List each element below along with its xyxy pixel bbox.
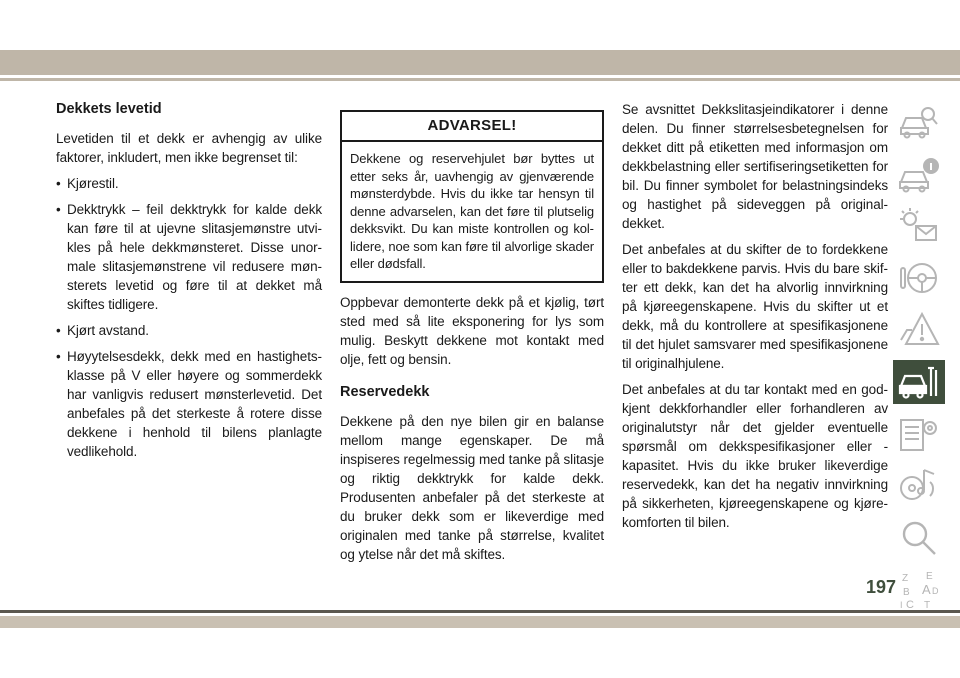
tab-car-info[interactable] [893, 152, 945, 196]
factor-list [56, 174, 322, 461]
tab-car-search[interactable] [893, 100, 945, 144]
tab-emergency[interactable] [893, 308, 945, 352]
tab-index[interactable] [893, 568, 945, 612]
steering-wheel-icon [898, 258, 940, 298]
list-item: • Kjørestil. [56, 174, 322, 193]
column-2 [340, 104, 604, 571]
tab-multimedia[interactable] [893, 464, 945, 508]
paragraph-intro: Levetiden til et dekk er avhengig av ulike faktorer, inkludert, men ikke begrenset til: [56, 131, 322, 165]
index-letter: D [932, 586, 939, 596]
footer-rule [0, 610, 960, 613]
paragraph-size: Se avsnittet Dekkslitasjeindikatorer i denne delen. Du finner størrelsesbetegnelsen for dekket ditt på etiketten med informasjon om dekkbelastning eller sertifiseringsetiketten for bil. Du finner symbolet for belastningsindeks og hastighet på sideveggen på originaldekket. [622, 102, 888, 231]
warning-text: Dekkene og reservehjulet bør byttes ut etter seks år, uavhengig av gjenværende mønsterdybde. Hvis du ikke tar hensyn til denne advarselen, kan det føre til plutselig dekksvikt. Du kan miste kontrollen og kollidere, noe som kan føre til alvorlige skader eller dødsfall. [350, 151, 594, 271]
paragraph-storage: Oppbevar demonterte dekk på et kjølig, tørt sted med så lite eksponering for lys som mulig. Beskytt dekkene mot kontakt med olje, fett og bensin. [340, 294, 604, 367]
index-letter: Z [902, 573, 909, 584]
car-info-icon [898, 154, 940, 194]
specs-gear-icon [898, 414, 940, 454]
warning-triangle-icon [898, 310, 940, 350]
warning-title: ADVARSEL! [342, 112, 602, 142]
footer-band [0, 616, 960, 628]
paragraph-spare: Dekkene på den nye bilen gir en balanse mellom mange egenskaper. De må inspiseres regelmessig med tanke på slitasje og riktig dekktrykk for kalde dekk. Produsenten anbefaler på det sterkeste at du bruker dekk som er likeverdige med originalen med tanke på størrelse, kvalitet og ytelse når det må skiftes. [340, 413, 604, 562]
tab-service-maintenance[interactable] [893, 360, 945, 404]
column-1 [56, 100, 322, 468]
paragraph-dealer: Det anbefales at du tar kontakt med en godkjent dekkforhandler eller forhandleren av originalutstyr når det gjelder eventuelle spørsmål om dekkspesifikasjoner eller -kapasitet. Hvis du ikke bruker likeverdige reservedekk, kan det ha negativ innvirkning på sikkerheten, kjøreegenskapene og kjørekomforten til bilen. [622, 382, 888, 530]
index-letter: I [900, 600, 903, 610]
page-number: 197 [865, 577, 896, 597]
warning-box [340, 110, 604, 283]
index-letter: T [924, 600, 931, 610]
search-icon [898, 518, 940, 558]
index-letter: E [926, 571, 933, 582]
tab-lights-messages[interactable] [893, 204, 945, 248]
index-letters-icon [898, 570, 940, 610]
index-letter: B [903, 587, 910, 598]
index-letter: A [922, 582, 931, 597]
paragraph-pairs: Det anbefales at du skifter de to fordekkene eller to bakdekkene parvis. Hvis du bare skifter ett dekk, kan det ha alvorlig innvirkning på kjøreegenskapene. Hvis du skifter ut et dekk, må du kontrollere at spesifikasjonene til det hjulet samsvarer med spesifikasjonene til originalhjulene. [622, 242, 888, 371]
section-heading-spare: Reservedekk [340, 383, 430, 400]
header-rule [0, 78, 960, 81]
list-item: • Kjørt avstand. [56, 321, 322, 340]
tab-starting-driving[interactable] [893, 256, 945, 300]
index-letter: C [906, 599, 914, 610]
list-item: • Dekktrykk – feil dekktrykk for kalde dekk kan føre til at ujevne slitasjemønstre utvikles på hele dekkmønsteret. Disse unormale slitasjemønstrene vil redusere mønsterets levetid og føre til at dekket må skiftes tidligere. [56, 200, 322, 314]
car-search-icon [898, 102, 940, 142]
chapter-tabs [893, 100, 945, 620]
car-wrench-icon [898, 362, 940, 402]
tab-technical-specs[interactable] [893, 412, 945, 456]
tab-search[interactable] [893, 516, 945, 560]
multimedia-icon [898, 466, 940, 506]
column-3 [622, 100, 888, 539]
section-heading-tire-life: Dekkets levetid [56, 101, 162, 117]
list-item: • Høyytelsesdekk, dekk med en hastighetsklasse på V eller høyere og sommerdekk har vanligvis redusert mønsterlevetid. Det anbefales på det sterkeste å rotere disse dekkene i henhold til bilens planlagte vedlikehold. [56, 347, 322, 461]
header-band [0, 50, 960, 75]
light-message-icon [898, 206, 940, 246]
